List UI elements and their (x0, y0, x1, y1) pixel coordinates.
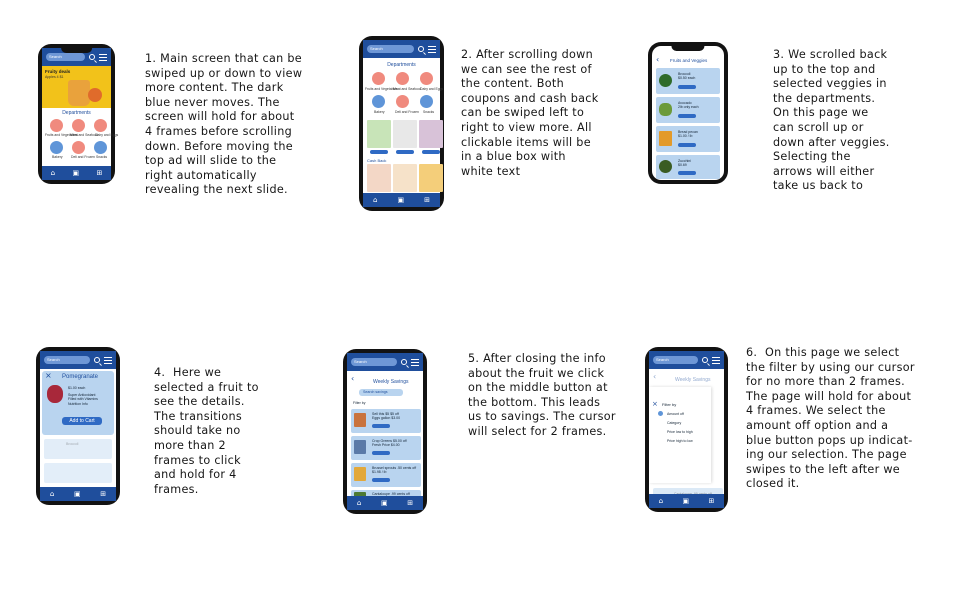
dept-label-4: Bakery (52, 155, 63, 159)
add-to-cart-button[interactable] (678, 143, 696, 147)
search-input[interactable]: Search (46, 53, 85, 61)
page-title: Weekly Savings (675, 377, 711, 383)
dept-label-4: Bakery (374, 110, 385, 114)
product-price: $0.50 each (678, 76, 696, 80)
dept-label-5: Deli and Frozen (395, 110, 419, 114)
cart-icon[interactable]: ⊞ (424, 196, 430, 204)
coupon-button-2[interactable] (396, 150, 414, 154)
bottom-nav (42, 166, 111, 180)
cart-icon[interactable]: ⊞ (708, 497, 715, 505)
product-title: Pomegranate (62, 374, 99, 380)
item-image (354, 467, 366, 481)
dept-bakery-button[interactable] (50, 141, 63, 154)
saving-name: Crop Greens $5.00 off (372, 439, 407, 443)
product-card-4[interactable] (656, 155, 720, 179)
app-header (347, 353, 423, 371)
product-card-3[interactable] (656, 126, 720, 152)
product-card-2[interactable] (656, 97, 720, 123)
product-price: $0.69 (678, 163, 687, 167)
phone-mockup-1 (38, 44, 119, 184)
menu-icon[interactable] (712, 357, 720, 364)
product-price: $1.00 / lb (678, 134, 693, 138)
close-icon[interactable]: × (45, 371, 52, 380)
cart-icon[interactable]: ⊞ (96, 169, 103, 177)
selected-radio[interactable] (658, 411, 663, 416)
step-4-description: 4. Here we selected a fruit to see the details. The transitions should take no more than 2 frames to click and hold for 4 frames. (154, 366, 259, 496)
step-6-description: 6. On this page we select the filter by using our cursor for no more than 2 frames. The page will hold for about 4 frames. We select the amount off option and a blue button pops up indicat- ing our selection. The page swipes to the left after we closed it. (746, 346, 915, 491)
orange-image (88, 88, 102, 102)
faded-product-card (44, 463, 112, 483)
dept-fruits-button[interactable] (372, 72, 385, 85)
dept-deli-button[interactable] (72, 141, 85, 154)
phone-screen-home (42, 48, 119, 180)
close-icon[interactable]: × (652, 400, 658, 408)
menu-icon[interactable] (411, 359, 419, 366)
page-title: Fruits and Veggies (670, 58, 708, 63)
departments-heading: Departments (62, 110, 91, 116)
dept-label-1: Fruits and Vegetables (45, 133, 78, 137)
avocado-image (659, 103, 672, 116)
coupon-icon[interactable]: ▣ (397, 196, 405, 204)
zucchini-image (659, 160, 672, 173)
phone-mockup-5 (343, 349, 427, 514)
dept-meat-button[interactable] (396, 72, 409, 85)
dept-snacks-button[interactable] (420, 95, 433, 108)
search-input[interactable]: Search (44, 356, 90, 364)
phone-screen-fruits-veggies (652, 46, 724, 180)
product-price: $1.00 each (68, 386, 86, 390)
dept-label-3: Dairy and Eggs (95, 133, 119, 137)
saving-price: Fresh Price $4.00 (372, 443, 400, 447)
bottom-nav (363, 193, 440, 207)
product-name: Bread pecan (678, 130, 698, 134)
filter-option-2[interactable]: Category (667, 421, 682, 425)
add-to-cart-button[interactable] (372, 478, 390, 482)
dept-dairy-button[interactable] (420, 72, 433, 85)
product-name: Broccoli (678, 72, 691, 76)
saving-price: Eggs gallon $3.00 (372, 416, 401, 420)
product-name: Zucchini (678, 159, 692, 163)
coupon-icon[interactable]: ▣ (72, 169, 80, 177)
search-icon[interactable] (418, 46, 424, 52)
ad-subtitle: Apples 4 $1 (45, 75, 64, 79)
step-1-description: 1. Main screen that can be swiped up or down to view more content. The dark blue never moves. The screen will hold for about 4 frames before scrolling down. Before moving the top ad will slide to the right automatically revealing the next slide. (145, 52, 303, 197)
dept-dairy-button[interactable] (94, 119, 107, 132)
search-input[interactable]: Search (351, 358, 397, 366)
app-header (649, 351, 724, 369)
cart-icon[interactable]: ⊞ (407, 499, 414, 507)
savings-card-2[interactable] (351, 436, 421, 460)
app-header (363, 40, 440, 58)
cashback-card-1[interactable] (367, 164, 391, 192)
search-icon[interactable] (94, 357, 100, 363)
filter-panel (649, 387, 711, 483)
menu-icon[interactable] (104, 357, 112, 364)
dept-label-2: Meat and Seafood (70, 133, 98, 137)
coupon-card-1[interactable] (367, 120, 391, 148)
menu-icon[interactable] (99, 54, 107, 61)
search-input[interactable]: Search (367, 45, 414, 53)
cashback-card-3[interactable] (419, 164, 443, 192)
home-icon[interactable]: ⌂ (49, 490, 55, 498)
coupon-icon[interactable]: ▣ (380, 499, 388, 507)
home-icon[interactable]: ⌂ (356, 499, 362, 507)
search-icon[interactable] (89, 54, 95, 60)
saving-price: $1.98 / lb (372, 470, 387, 474)
savings-card-3[interactable] (351, 463, 421, 487)
cart-icon[interactable]: ⊞ (100, 490, 107, 498)
home-icon[interactable]: ⌂ (50, 169, 56, 177)
coupon-button-1[interactable] (370, 150, 388, 154)
back-arrow-icon[interactable]: ‹ (351, 374, 355, 383)
product-price: 2lb only each (678, 105, 699, 109)
phone-screen-product-detail (40, 351, 116, 501)
dept-label-3: Dairy and Eggs (420, 87, 444, 91)
ad-title: Fruity deals (45, 69, 71, 74)
search-icon[interactable] (401, 359, 407, 365)
bottom-nav (347, 496, 423, 510)
search-input[interactable]: Search (653, 356, 698, 364)
product-name: Avocado (678, 101, 692, 105)
product-info-2: Filled with Vitamins (68, 397, 98, 401)
add-to-cart-button[interactable] (372, 451, 390, 455)
cash-back-heading: Cash Back (367, 158, 387, 163)
add-to-cart-button[interactable] (372, 424, 390, 428)
coupon-card-3[interactable] (419, 120, 443, 148)
top-ad-banner[interactable] (42, 66, 111, 108)
broccoli-image (659, 74, 672, 87)
phone-screen-scrolled (363, 40, 444, 207)
bottom-nav (40, 487, 116, 501)
bottom-nav (649, 494, 724, 508)
departments-heading: Departments (387, 62, 416, 68)
filter-heading: Filter by (662, 402, 677, 407)
app-header (40, 351, 116, 369)
filter-option-1[interactable]: Amount off (667, 412, 684, 416)
dept-fruits-button[interactable] (50, 119, 63, 132)
saving-name: Sell this $5 $5 off (372, 412, 399, 416)
back-arrow-icon[interactable]: ‹ (656, 55, 660, 64)
step-2-description: 2. After scrolling down we can see the rest of the content. Both coupons and cash back can be swiped left to right to view more. All clickable items will be in a blue box with white text (461, 48, 599, 178)
phone-mockup-2 (359, 36, 444, 211)
dept-deli-button[interactable] (396, 95, 409, 108)
item-image (354, 413, 366, 427)
add-to-cart-button[interactable] (678, 114, 696, 118)
savings-search-input[interactable]: Search savings (359, 389, 403, 396)
dept-label-1: Fruits and Vegetables (365, 87, 398, 91)
dept-snacks-button[interactable] (94, 141, 107, 154)
product-card-1[interactable] (656, 68, 720, 94)
product-info-3: Nutrition Info (68, 402, 88, 406)
phone-screen-weekly-savings (347, 353, 423, 510)
faded-product-card (44, 439, 112, 459)
step-5-description: 5. After closing the info about the fruit we click on the middle button at the bottom. This leads us to savings. The cursor will select for 2 frames. (468, 352, 616, 438)
filter-button[interactable]: Filter by (353, 401, 366, 405)
menu-icon[interactable] (428, 46, 436, 53)
savings-card-1[interactable] (351, 409, 421, 433)
dept-label-6: Snacks (96, 155, 108, 159)
faded-product-name: Broccoli (66, 442, 79, 446)
pecan-bread-image (659, 131, 672, 146)
add-to-cart-button[interactable] (678, 171, 696, 175)
phone-screen-filter (649, 351, 724, 508)
home-icon[interactable]: ⌂ (658, 497, 664, 505)
dept-bakery-button[interactable] (372, 95, 385, 108)
filter-option-3[interactable]: Price low to high (667, 430, 693, 434)
filter-option-4[interactable]: Price high to low (667, 439, 693, 443)
add-to-cart-button[interactable] (678, 85, 696, 89)
product-info-1: Super Antioxidant (68, 393, 96, 397)
saving-name: Cantaloupe .99 cents off (372, 492, 410, 496)
product-detail-popup (42, 371, 114, 435)
pomegranate-image (47, 385, 63, 403)
coupon-icon[interactable]: ▣ (682, 497, 690, 505)
back-arrow-icon[interactable]: ‹ (653, 372, 657, 381)
step-3-description: 3. We scrolled back up to the top and selected veggies in the departments. On this page we can scroll up or down after veggies. Selecting the arrows will either take us back to (773, 48, 890, 193)
dept-meat-button[interactable] (72, 119, 85, 132)
saving-name: Brussel sprouts .50 cents off (372, 466, 417, 470)
phone-mockup-6 (645, 347, 728, 512)
phone-mockup-3 (648, 42, 728, 184)
coupon-icon[interactable]: ▣ (73, 490, 81, 498)
page-title: Weekly Savings (373, 379, 409, 385)
dept-label-6: Snacks (423, 110, 435, 114)
juice-glass-image (68, 80, 90, 106)
search-icon[interactable] (702, 357, 708, 363)
cashback-card-2[interactable] (393, 164, 417, 192)
coupon-button-3[interactable] (422, 150, 440, 154)
dept-label-2: Meat and Seafood (393, 87, 421, 91)
dept-label-5: Deli and Frozen (71, 155, 95, 159)
home-icon[interactable]: ⌂ (373, 196, 378, 204)
phone-mockup-4 (36, 347, 120, 505)
coupon-card-2[interactable] (393, 120, 417, 148)
item-image (354, 440, 366, 454)
add-to-cart-button[interactable]: Add to Cart (62, 417, 102, 425)
